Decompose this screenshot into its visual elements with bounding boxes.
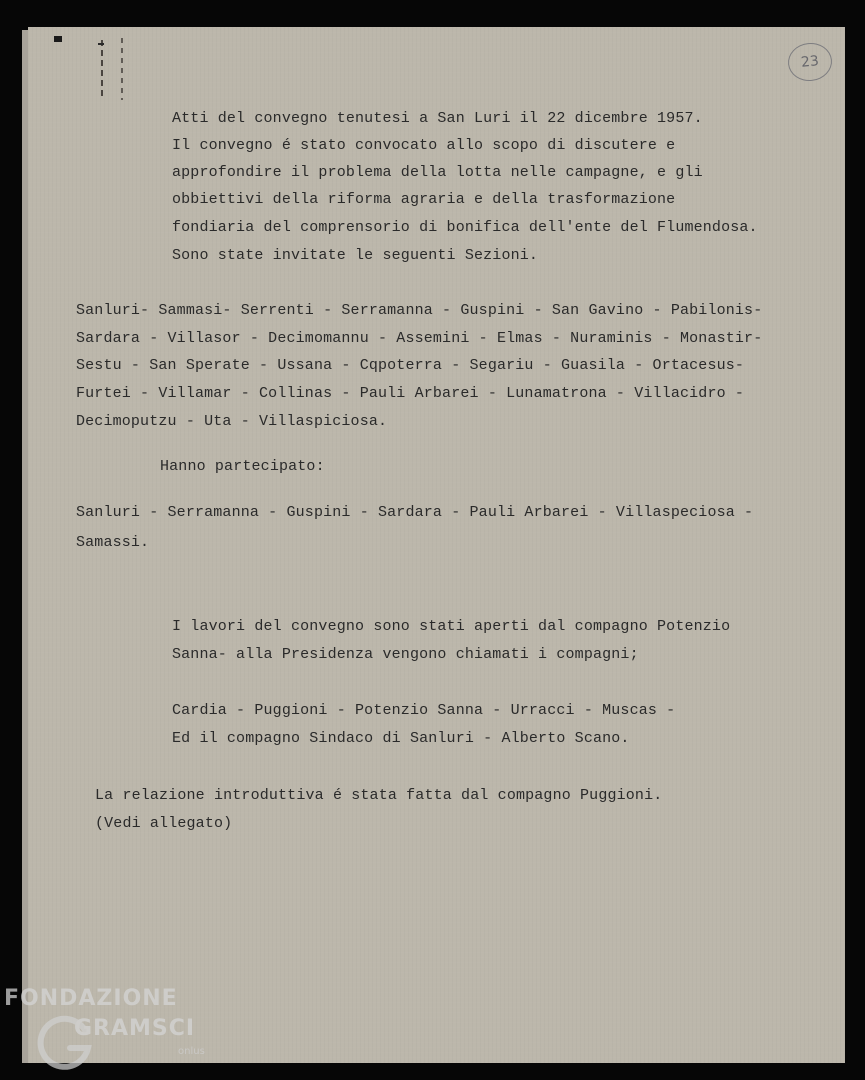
header-line: Sono state invitate le seguenti Sezioni. — [172, 247, 539, 264]
report-line: La relazione introduttiva é stata fatta dal compagno Puggioni. — [95, 787, 663, 804]
header-line: approfondire il problema della lotta nelle campagne, e gli — [172, 164, 703, 181]
watermark-line3: onlus — [178, 1046, 205, 1057]
participated-heading: Hanno partecipato: — [160, 458, 325, 475]
sections-line: Decimoputzu - Uta - Villaspiciosa. — [76, 413, 388, 430]
header-line: obbiettivi della riforma agraria e della trasformazione — [172, 191, 676, 208]
header-line: fondiaria del comprensorio di bonifica dell'ente del Flumendosa. — [172, 219, 758, 236]
opening-line: Sanna- alla Presidenza vengono chiamati i compagni; — [172, 646, 639, 663]
opening-line: I lavori del convegno sono stati aperti dal compagno Potenzio — [172, 618, 731, 635]
header-line: Atti del convegno tenutesi a San Luri il 22 dicembre 1957. — [172, 110, 703, 127]
presidency-line: Cardia - Puggioni - Potenzio Sanna - Urracci - Muscas - — [172, 702, 676, 719]
sections-line: Sestu - San Sperate - Ussana - Cqpoterra - Segariu - Guasila - Ortacesus- — [76, 357, 745, 374]
sections-line: Furtei - Villamar - Collinas - Pauli Arbarei - Lunamatrona - Villacidro - — [76, 385, 745, 402]
header-line: Il convegno é stato convocato allo scopo di discutere e — [172, 137, 676, 154]
sections-line: Sanluri- Sammasi- Serrenti - Serramanna - Guspini - San Gavino - Pabilonis- — [76, 302, 763, 319]
watermark-line2: GRAMSCI — [74, 1016, 196, 1041]
sections-line: Sardara - Villasor - Decimomannu - Assemini - Elmas - Nuraminis - Monastir- — [76, 330, 763, 347]
participated-line: Samassi. — [76, 534, 150, 551]
watermark-line1: FONDAZIONE — [4, 986, 178, 1011]
staple-mark-icon — [54, 30, 128, 102]
participated-line: Sanluri - Serramanna - Guspini - Sardara - Pauli Arbarei - Villaspeciosa - — [76, 504, 754, 521]
report-line: (Vedi allegato) — [95, 815, 233, 832]
fondazione-gramsci-watermark — [2, 984, 232, 1074]
page-number-badge: 23 — [786, 41, 834, 83]
presidency-line: Ed il compagno Sindaco di Sanluri - Alberto Scano. — [172, 730, 630, 747]
